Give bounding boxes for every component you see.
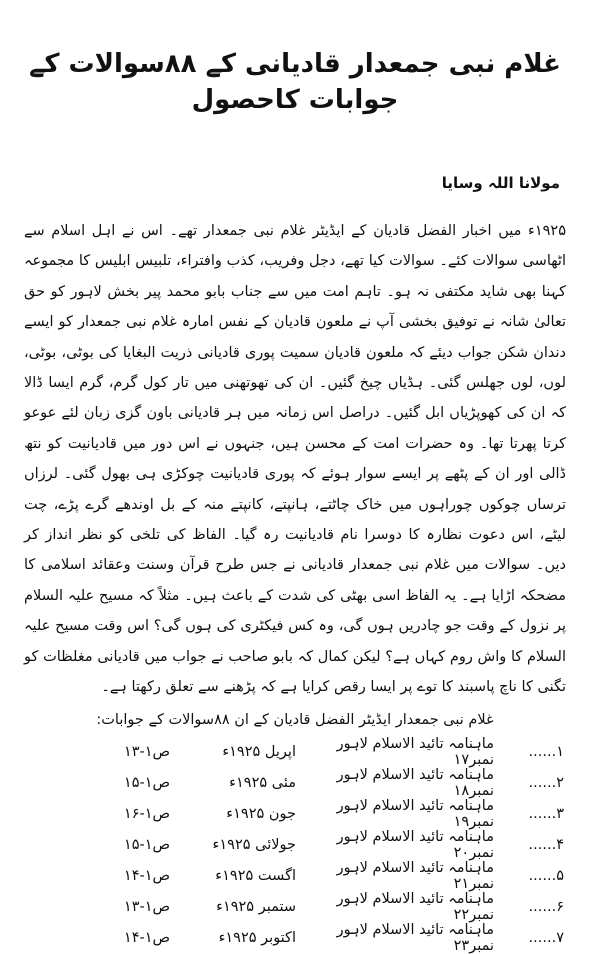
reference-magazine: ماہنامہ تائید الاسلام لاہور نمبر۲۲ xyxy=(336,891,494,923)
reference-date: اپریل ۱۹۲۵ء xyxy=(222,744,296,760)
reference-magazine: ماہنامہ تائید الاسلام لاہور نمبر۱۷ xyxy=(336,736,494,768)
reference-row xyxy=(24,861,566,892)
reference-row xyxy=(24,830,566,861)
references-list xyxy=(24,737,566,954)
reference-magazine: ماہنامہ تائید الاسلام لاہور نمبر۲۳ xyxy=(336,922,494,954)
reference-date: جون ۱۹۲۵ء xyxy=(226,806,296,822)
reference-pages: ص۱-۱۵ xyxy=(123,837,171,853)
reference-date: اکتوبر ۱۹۲۵ء xyxy=(218,930,296,946)
article-body xyxy=(24,216,566,703)
page-title: غلام نبی جمعدار قادیانی کے ۸۸سوالات کے جوابات کاحصول xyxy=(29,49,561,115)
reference-magazine: ماہنامہ تائید الاسلام لاہور نمبر۲۱ xyxy=(336,860,494,892)
reference-pages: ص۱-۱۳ xyxy=(123,899,171,915)
reference-pages: ص۱-۱۶ xyxy=(123,806,171,822)
reference-number: ۷...... xyxy=(528,930,564,946)
reference-number: ۵...... xyxy=(528,868,564,884)
reference-pages: ص۱-۱۴ xyxy=(123,868,171,884)
reference-date: ستمبر ۱۹۲۵ء xyxy=(216,899,296,915)
reference-pages: ص۱-۱۳ xyxy=(123,744,171,760)
author-name: مولانا اللہ وسایا xyxy=(441,174,560,192)
reference-row xyxy=(24,768,566,799)
reference-date: جولائی ۱۹۲۵ء xyxy=(212,837,296,853)
reference-row xyxy=(24,923,566,954)
reference-date: اگست ۱۹۲۵ء xyxy=(215,868,296,884)
reference-magazine: ماہنامہ تائید الاسلام لاہور نمبر۱۹ xyxy=(336,798,494,830)
reference-number: ۲...... xyxy=(528,775,564,791)
reference-row xyxy=(24,892,566,923)
reference-pages: ص۱-۱۴ xyxy=(123,930,171,946)
reference-magazine: ماہنامہ تائید الاسلام لاہور نمبر۲۰ xyxy=(336,829,494,861)
body-paragraph: ۱۹۲۵ء میں اخبار الفضل قادیان کے ایڈیٹر غلام نبی جمعدار تھے۔ اس نے اہل اسلام سے اٹھاسی سوالات کئے۔ سوالات کیا تھے، دجل وفریب، کذب وافتراء، تلبیس ابلیس کا مجموعہ کہنا بھی شاید مکتفی نہ ہو۔ تاہم امت میں سے جناب بابو محمد پیر بخش لاہور کو حق تعالیٰ شانہ نے توفیق بخشی آپ نے ملعون قادیان کے نفس امارہ غلام نبی جمعدار کو ایسے دندان شکن جواب دیئے کہ ملعون قادیان سمیت پوری قادیانی ذریت البغایا کی بوٹی، بوٹی، لوں، لوں جھلس گئی۔ ہڈیاں چیخ گئیں۔ ان کی تھوتھنی میں تار کول گرم، گرم ایسا ڈالا کہ ان کی کھوپڑیاں ابل گئیں۔ دراصل اس زمانہ میں ہر قادیانی باون گزی زبان لئے عوعو کرتا پھرتا تھا۔ وہ حضرات امت کے محسن ہیں، جنہوں نے اس دور میں قادیانیت کو نتھ ڈالی اور ان کے پٹھے پر ایسے سوار ہوئے کہ پوری قادیانیت چوکڑی ہی بھول گئی۔ لرزاں ترساں چوکوں چوراہوں میں خاک چاٹتے، ہانپتے، کانپتے منہ کے بل اوندھے گرے پڑے، چت لیٹے، اس دعوت نظارہ کا دوسرا نام قادیانیت رہ گیا۔ الفاظ کی تلخی کو نظر انداز کر دیں۔ سوالات میں غلام نبی جمعدار قادیانی نے جس طرح قرآن وسنت وعقائد اسلامی کا مضحکہ اڑایا ہے۔ یہ الفاظ اسی بھٹی کی شدت کے باعث ہیں۔ مثلاً کہ مسیح علیہ السلام پر نزول کے وقت جو چادریں ہوں گی، وہ کس فیکٹری کی ہوں گی؟ اس وقت مسیح علیہ السلام کا واش روم کہاں ہے؟ لیکن کمال کہ بابو صاحب نے جواب میں قادیانی مغلظات کو تگنی کا ناچ پاسبند کا توے پر ایسا رقص کرایا ہے کہ پڑھنے سے تعلق رکھتا ہے۔ xyxy=(24,223,566,696)
reference-number: ۶...... xyxy=(528,899,564,915)
reference-row xyxy=(24,737,566,768)
reference-number: ۴...... xyxy=(528,837,564,853)
reference-pages: ص۱-۱۵ xyxy=(123,775,171,791)
reference-number: ۳...... xyxy=(528,806,564,822)
references-heading: غلام نبی جمعدار ایڈیٹر الفضل قادیان کے ان ۸۸سوالات کے جوابات: xyxy=(96,711,494,728)
reference-magazine: ماہنامہ تائید الاسلام لاہور نمبر۱۸ xyxy=(336,767,494,799)
reference-number: ۱...... xyxy=(528,744,564,760)
reference-date: مئی ۱۹۲۵ء xyxy=(229,775,296,791)
reference-row xyxy=(24,799,566,830)
